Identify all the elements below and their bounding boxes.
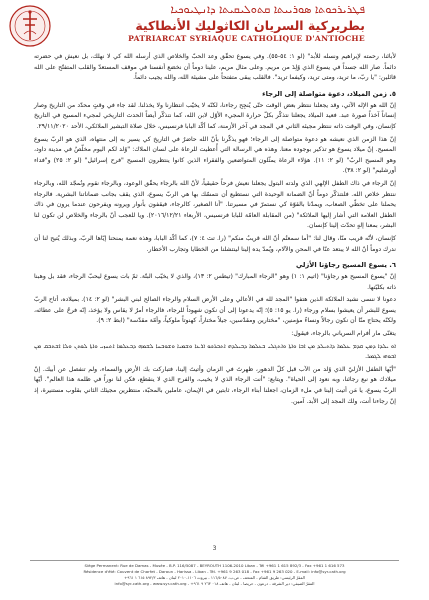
section-5-heading: ٥. زمن الميلاد، دعوة متواصلة إلى الرجاء [262, 89, 396, 98]
footer-address-french-1: Siège Permanent: Rue de Damas - Musée - B.P. 116/5087 - BEYROUTH 1106-2010 Liban - Tél +961 1 615 892/3 - Fax +961 1 616 573 [84, 563, 345, 568]
footer-address-french-2: Résidence d'été: Couvent de Charfet - Daroun - Harissa - Liban - Tél. +961 9 263 018 - Fax +961 9 263 020 - E-mail: info@syr-cath.org [83, 569, 346, 574]
syriac-quote: ܐܘ ܝܠܕܐ ܕܡܢ ܩܕܡ ܥܠܡܐ ܕܐܬܝܠܕ ܡܢ ܐܒܐ ܘܐܬܐ ܘܐܬܓܠܝ ܒܥܠܡܐ ܕܒܝܠܕܗ ܐܬܒܪܟܘ ܐܪܥܐ ܘܫܡܝܐ ܘܫܘܒܚܐ ܠܫܡܗ ܕܒܥܠܡܐ ܐܬܚܙܝ ܘܐܬܐ ܠܘܬܢ ܘܠܐ ܐܫܬܒܩ ܡܢ ܐܒܘܗܝ ܠܓܡܪ. [34, 342, 396, 361]
intro-paragraph: لأبائنا، رحمته لإبراهيم ونسله للأبد" (لو ١: ٥٤-٥٥). وفي يسوع تحقّق وعد الحبّ والخلاص الذي أرسله الله كي لا نهلك، بل نعيش في حضرته دائماً. صار الله جسداً في يسوع الذي وُلِدَ من مريم. وعلى مثال مريم، علينا دوماً أن نخضع أنفسنا في موقف المستعدّ والقلب المتفتّح على الله قائلين: "يا ربّ، ما تريد، ومتى تريد، وكيفما تريد". فالقلب يبقى متفتحاً على مشيئة الله، والله يجيب دائماً. [34, 53, 396, 82]
footer-address-arabic-1: المقرّ الرئيسي: طريق الشام - المتحف - ص.ب. ١١٦/٥٠٨٧ - بيروت ١١٠٦-٢٠١٠ لبنان - هاتف ٨٩٢/٣ ٦١٥ ١ ٩٦١+ [124, 575, 305, 580]
section-6-paragraph-4: "أيّها الطفل الأزليّ الذي وُلد من الآب قبل كلّ الدهور، ظهرتَ في الزمان وأتيتَ إلينا، فتباركت بك الأرض والسماء، ولم تنفصل عن أبيك. إنّ ميلادك هو نبع رجائنا، وبه نعود إلى الحياة". ويتابع: "أنت الرجاء الذي لا يخيب، والفرح الذي لا ينقطع، فكن لنا نوراً في ظلمة هذا العالم". أيّها الربّ يسوع، يا مَن أتيت إلينا في ملء الزمان، اجعلنا أبناء الرجاء، ثابتين في الإيمان، عاملين بالمحبّة، منتظرين مجيئك الثاني بقلوب مستنيرة، إذ إنّ رجاءنا أنت، ولك المجد إلى الأبد. آمين. [34, 365, 396, 405]
patriarchate-seal-logo [8, 4, 52, 50]
letterhead-titles [128, 3, 365, 43]
arabic-title: بطريركية السريان الكاثوليك الأنطاكية [135, 18, 365, 33]
section-6-paragraph-1: إنّ "يسوع المسيح هو رجاؤنا" (اتيم ١: ١) وهو "الرجاء المبارك" (تيطس ٢: ١٣)، والذي لا يخيّب البتّة. ثمّ بات يسوع ليحبّ الرجاء، فقد بل وهبنا ذاته بكليّتها. [34, 273, 396, 291]
section-5-paragraph-1: إنّ الله هو الإله الآتي، وقد يجعلنا ننتظر بعض الوقت حتّى يُنجِح رجاءنا، لكنّه لا يخيّب انتظارنا ولا يخذلنا. لقد جاء في وقتٍ محدّد من التاريخ وصار إنساناً آخذاً صورة عبد. فعيد الميلاد يجعلنا نتذكّر بكلّ حرارة المجيء الأوّل لابن الله، كما نتذكّر أيضاً الحدث التاريخي لمجيء المسيح في التاريخ كإنسان، وفي الوقت ذاته ننتظر مجيئه الثاني في المجد في آخر الأزمنة، كما أكّد البابا فرنسيس، خلال صلاة التبشير الملائكي، الأحد ٢٩/١١/٢٠٢٠. [34, 101, 396, 130]
section-6-paragraph-3: يتغنّى مار أفرام السرياني بالرجاء، فيقول: [291, 330, 396, 338]
letterhead-footer [0, 560, 429, 600]
letter-body [34, 52, 396, 409]
section-5-paragraph-4: كإنسان، لأنّه قريب منّا، وقال لنا: "أما سمعتُم أنّ الله قريبٌ منكم" (را. تث ٤: ٧)، كما أكّد البابا، وهذه نعمة يمنحنا إيّاها الربّ، وبذلك يُتيح لنا أن ندرك دوماً أنّ الله لا يبتعد عنّا في المحن والآلام، ويُمدّ يده إلينا لينتشلنا من الخطايا وتجارب الأخطار. [34, 234, 396, 253]
footer-divider [30, 560, 399, 561]
page-number: 3 [212, 545, 217, 552]
letterhead [0, 0, 429, 44]
section-5-paragraph-3: إنّ الرجاء في ذاك الطفل الإلهي الذي ولدته البتول يجعلنا نعيش فرحاً حقيقياً، لأنّ الله بالرجاء يحقّق الوعود، وبالرجاء نقوم ونُمجّد الله، وبالرجاء ننتظر خلاص الله. فلنتذكّر دوماً أنّ الضمانة الوحيدة التي نستطيع أن نتمسّك بها هي الربّ يسوع، الذي يقف بجانب ضماناتنا البشرية. فالرجاء يحملنا على تخطّي الصعاب، ويمدّنا بالقوّة كي نستمرّ في مسيرتنا. "أنا الصغير، كالرجاء، فيقفون بأنوار ويرونه ويفرحون عندما يرون في ذاك الطفل العلامة التي أشار إليها الملائكة" (من المقابلة العامّة للبابا فرنسيس، الأربعاء ٢٠١٦/١٢/٢١). ويا للعجب أنّ بالرجاء والخلاص لن تكون لنا البشر، بمعنا إلهٍ تحدّث إلينا كإنسان. [34, 179, 397, 230]
section-5-paragraph-2: إنّ هذا الزمن الذي نعيشه هو دعوة متواصلة إلى الرجاء؛ فهو يذكّرنا بأنّ الله حاضرٌ في التاريخ كي يسير به إلى منتهاه، الذي هو الربّ يسوع المسيح. إنّ ميلاد يسوع هو تذكير بوجوده معنا. وهذه هي الرسالة التي أُعطيت للرعاة على لسان الملاك: "وُلد لكم اليوم مخلّصٌ في مدينة داود، وهو المسيح الربّ" (لو ٢: ١١). هؤلاء الرعاة يمثّلون المتواضعين والفقراء الذين كانوا ينتظرون المسيح "فرح إسرائيل" (لو ٢: ٢٥) و"فداء أورشليم" (لو ٢: ٣٨). [34, 135, 396, 175]
syriac-title: ܦܛܪܝܪܟܘܬܐ ܣܘܪܝܝܬܐ ܩܬܘܠܝܩܝܬܐ ܕܐܢܛܝܘܟܝܐ [170, 3, 365, 16]
french-title: PATRIARCAT SYRIAQUE CATHOLIQUE D'ANTIOCHE [128, 34, 365, 43]
footer-address-arabic-2: المقرّ الصيفي: دير الشرفة - درعون - حريصا - لبنان - هاتف ٠١٨ ٢٦٣ ٩ ٩٦١+ - info@syr-cath.org - www.syr-cath.org [114, 581, 315, 586]
section-6-heading: ٦. يسوع المسيح رجاؤنا الأزلي [295, 261, 396, 270]
section-6-paragraph-2: دعونا لا ننسى نشيد الملائكة الذين هتفوا "المجد لله في الأعالي وعلى الأرض السلام والرجاء الصالح لبني البشر" (لو ٢: ١٤). بميلاده، أتاح الربّ يسوع للبشر أن يعيشوا بسلام ورجاء (را. يو ١٥: ٥)؛ إنّه يدعونا إلى أن نكون شهوداً للرجاء، فالرجاء أمرٌ لا يقاس ولا يؤخذ، إنّه فرحٌ على عطائه، ولكنّه يحتاج منّا أن نكون رجالاً ونساءً مؤمنين، "مختارين ومقدّسين، جيلاً مختاراً، كهنوتاً ملوكياً، وأمّة مقدّسة" (ابط ٢: ٩). [34, 296, 396, 325]
